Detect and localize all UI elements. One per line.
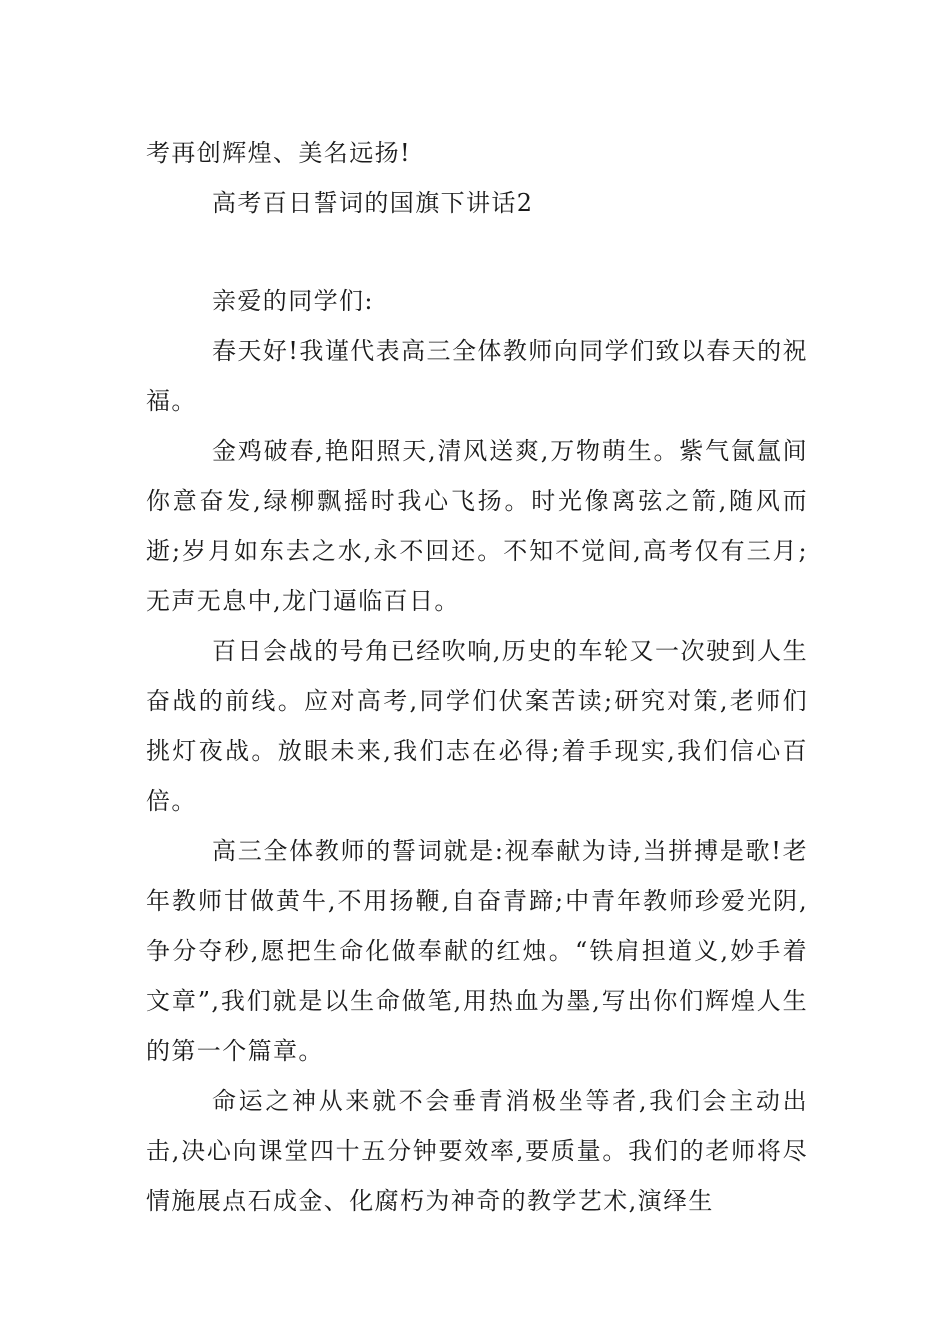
paragraph-oath: 高三全体教师的誓词就是:视奉献为诗,当拼搏是歌!老年教师甘做黄牛,不用扬鞭,自奋青蹄;中青年教师珍爱光阴,争分夺秒,愿把生命化做奉献的红烛。“铁肩担道义,妙手着文章”,我们就是以生命做笔,用热血为墨,写出你们辉煌人生的第一个篇章。 (146, 837, 808, 1065)
paragraph-destiny: 命运之神从来就不会垂青消极坐等者,我们会主动出击,决心向课堂四十五分钟要效率,要质量。我们的老师将尽情施展点石成金、化腐朽为神奇的教学艺术,演绎生 (146, 1087, 808, 1215)
paragraph-greeting: 春天好!我谨代表高三全体教师向同学们致以春天的祝福。 (146, 337, 808, 415)
continuation-line: 考再创辉煌、美名远扬! (146, 139, 412, 167)
paragraph-spring: 金鸡破春,艳阳照天,清风送爽,万物萌生。紫气氤氲间你意奋发,绿柳飘摇时我心飞扬。时光像离弦之箭,随风而逝;岁月如东去之水,永不回还。不知不觉间,高考仅有三月;无声无息中,龙门逼临百日。 (146, 437, 808, 615)
paragraph-battle: 百日会战的号角已经吹响,历史的车轮又一次驶到人生奋战的前线。应对高考,同学们伏案苦读;研究对策,老师们挑灯夜战。放眼未来,我们志在必得;着手现实,我们信心百倍。 (146, 637, 808, 815)
body-text (146, 326, 808, 1226)
salutation: 亲爱的同学们: (212, 287, 374, 315)
section-heading: 高考百日誓词的国旗下讲话2 (212, 189, 534, 217)
